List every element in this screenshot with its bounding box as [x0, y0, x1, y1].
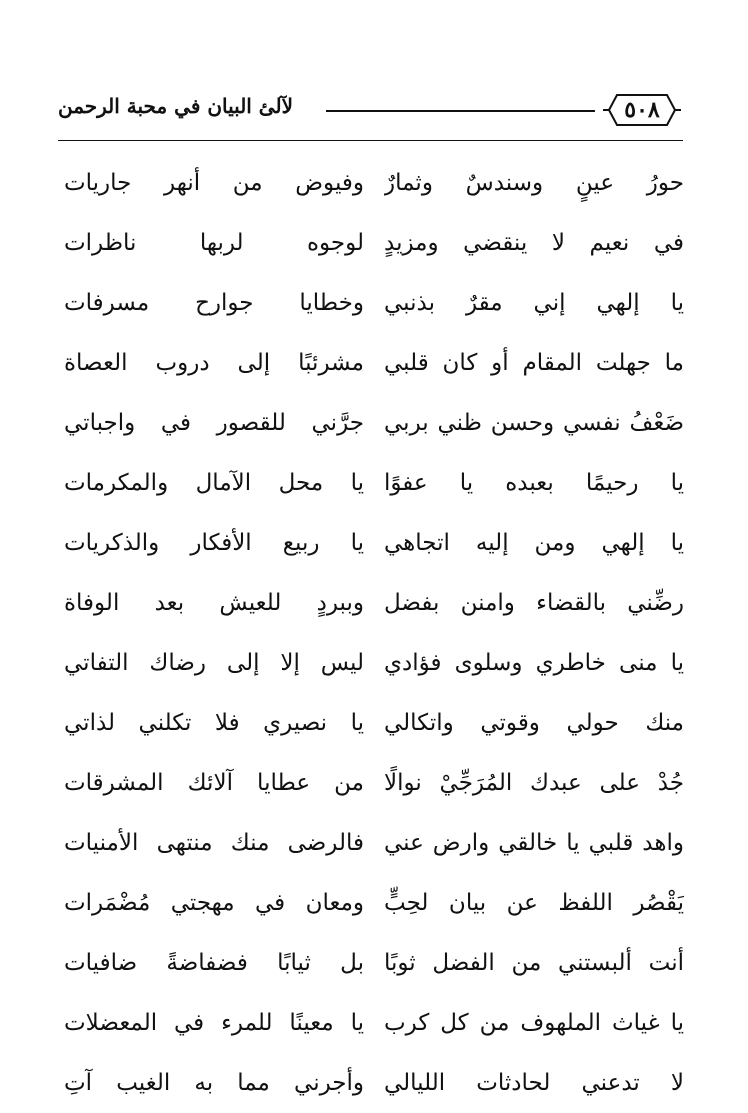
verse-line: [64, 453, 684, 513]
header-rule: [326, 110, 595, 112]
verse-second-hemistich: بل ثيابًا فضفاضةً ضافيات: [64, 950, 364, 976]
verse-line: [64, 153, 684, 213]
verse-line: [64, 693, 684, 753]
page-number: ٥٠٨: [624, 97, 660, 123]
page-header: [58, 92, 683, 132]
verse-line: [64, 513, 684, 573]
verse-first-hemistich: يا إلهي إني مقرٌ بذنبي: [384, 290, 684, 316]
verse-first-hemistich: يَقْصُر اللفظ عن بيان لحِبٍّ: [384, 890, 684, 916]
verse-first-hemistich: لا تدعني لحادثات الليالي: [384, 1070, 684, 1096]
verse-line: [64, 933, 684, 993]
verse-second-hemistich: وخطايا جوارح مسرفات: [64, 290, 364, 316]
verse-line: [64, 753, 684, 813]
verse-second-hemistich: يا ربيع الأفكار والذكريات: [64, 530, 364, 556]
verse-second-hemistich: يا نصيري فلا تكلني لذاتي: [64, 710, 364, 736]
verse-first-hemistich: منك حولي وقوتي واتكالي: [384, 710, 684, 736]
verse-line: [64, 333, 684, 393]
poem-body: [64, 153, 684, 1113]
verse-second-hemistich: لوجوه لربها ناظرات: [64, 230, 364, 256]
verse-first-hemistich: حورُ عينٍ وسندسٌ وثمارٌ: [384, 170, 684, 196]
verse-second-hemistich: ليس إلا إلى رضاك التفاتي: [64, 650, 364, 676]
verse-first-hemistich: يا إلهي ومن إليه اتجاهي: [384, 530, 684, 556]
verse-second-hemistich: وأجرني مما به الغيب آتِ: [64, 1070, 364, 1096]
verse-second-hemistich: فالرضى منك منتهى الأمنيات: [64, 830, 364, 856]
verse-first-hemistich: ضَعْفُ نفسي وحسن ظني بربي: [384, 410, 684, 436]
verse-second-hemistich: من عطايا آلائك المشرقات: [64, 770, 364, 796]
verse-second-hemistich: جرَّني للقصور في واجباتي: [64, 410, 364, 436]
verse-second-hemistich: مشرئبًا إلى دروب العصاة: [64, 350, 364, 376]
verse-first-hemistich: رضِّني بالقضاء وامنن بفضل: [384, 590, 684, 616]
verse-line: [64, 993, 684, 1053]
verse-second-hemistich: وفيوض من أنهر جاريات: [64, 170, 364, 196]
verse-line: [64, 633, 684, 693]
verse-first-hemistich: يا غياث الملهوف من كل كرب: [384, 1010, 684, 1036]
verse-line: [64, 573, 684, 633]
verse-first-hemistich: يا منى خاطري وسلوى فؤادي: [384, 650, 684, 676]
verse-first-hemistich: واهد قلبي يا خالقي وارض عني: [384, 830, 684, 856]
verse-line: [64, 213, 684, 273]
verse-line: [64, 1053, 684, 1113]
verse-second-hemistich: يا معينًا للمرء في المعضلات: [64, 1010, 364, 1036]
verse-first-hemistich: جُدْ على عبدك المُرَجِّيْ نوالًا: [384, 770, 684, 796]
verse-line: [64, 393, 684, 453]
verse-line: [64, 273, 684, 333]
verse-first-hemistich: في نعيم لا ينقضي ومزيدٍ: [384, 230, 684, 256]
verse-line: [64, 813, 684, 873]
verse-first-hemistich: أنت ألبستني من الفضل ثوبًا: [384, 950, 684, 976]
verse-first-hemistich: يا رحيمًا بعبده يا عفوًا: [384, 470, 684, 496]
verse-second-hemistich: ومعان في مهجتي مُضْمَرات: [64, 890, 364, 916]
verse-second-hemistich: يا محل الآمال والمكرمات: [64, 470, 364, 496]
header-underline: [58, 140, 683, 141]
page-number-frame: [601, 92, 683, 128]
verse-first-hemistich: ما جهلت المقام أو كان قلبي: [384, 350, 684, 376]
running-title: لآلئ البيان في محبة الرحمن: [58, 94, 293, 118]
verse-line: [64, 873, 684, 933]
verse-second-hemistich: وببردٍ للعيش بعد الوفاة: [64, 590, 364, 616]
